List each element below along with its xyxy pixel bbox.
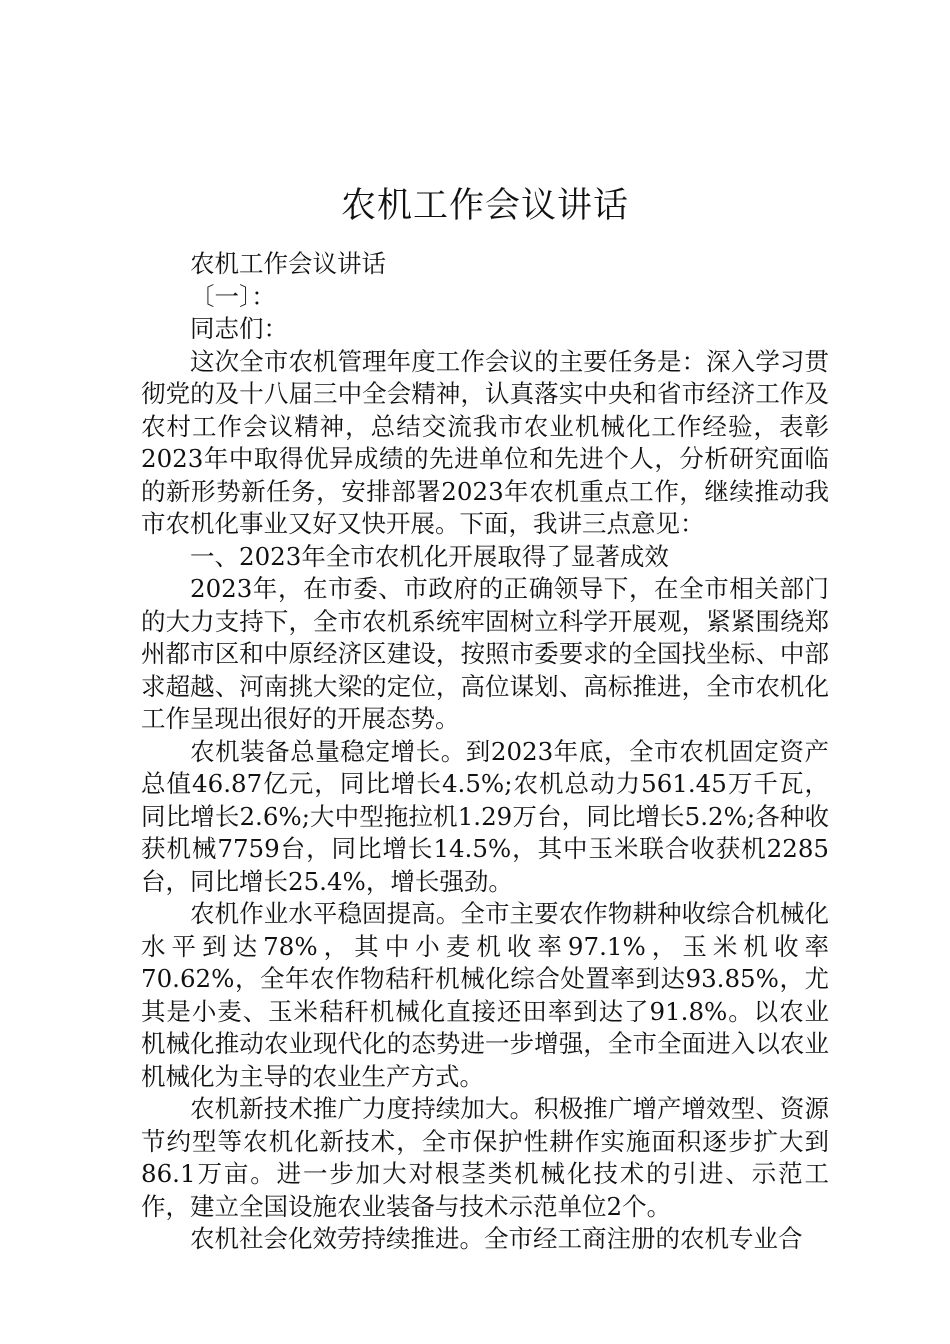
salutation: 同志们： — [190, 314, 288, 343]
paragraph-operation: 农机作业水平稳固提高。全市主要农作物耕种收综合机械化水平到达78%，其中小麦机收率97.1%，玉米机收率70.62%，全年农作物秸秆机械化综合处置率到达93.85%，尤其是小麦、玉米秸秆机械化直接还田率到达了91.8%。以农业机械化推动农业现代化的态势进一步增强，全市全面进入以农业机械化为主导的农业生产方式。 — [141, 899, 829, 1091]
paragraph-service: 农机社会化效劳持续推进。全市经工商注册的农机专业合 — [190, 1224, 803, 1253]
paragraph-intro: 这次全市农机管理年度工作会议的主要任务是：深入学习贯彻党的及十八届三中全会精神，认真落实中央和省市经济工作及农村工作会议精神，总结交流我市农业机械化工作经验，表彰2023年中取得优异成绩的先进单位和先进个人，分析研究面临的新形势新任务，安排部署2023年农机重点工作，继续推动我市农机化事业又好又快开展。下面，我讲三点意见： — [141, 346, 829, 538]
paragraph-equipment: 农机装备总量稳定增长。到2023年底，全市农机固定资产总值46.87亿元，同比增长4.5%;农机总动力561.45万千瓦，同比增长2.6%;大中型拖拉机1.29万台，同比增长5.2%;各种收获机械7759台，同比增长14.5%，其中玉米联合收获机2285台，同比增长25.4%，增长强劲。 — [141, 736, 829, 896]
document-page — [141, 170, 829, 1256]
paragraph-overview: 2023年，在市委、市政府的正确领导下，在全市相关部门的大力支持下，全市农机系统牢固树立科学开展观，紧紧围绕郑州都市区和中原经济区建设，按照市委要求的全国找坐标、中部求超越、河南挑大梁的定位，高位谋划、高标推进，全市农机化工作呈现出很好的开展态势。 — [141, 574, 829, 733]
document-subtitle: 农机工作会议讲话 — [190, 249, 386, 278]
document-title: 农机工作会议讲话 — [340, 186, 629, 226]
section-heading-1: 一、2023年全市农机化开展取得了显著成效 — [190, 541, 669, 571]
paragraph-technology: 农机新技术推广力度持续加大。积极推广增产增效型、资源节约型等农机化新技术，全市保护性耕作实施面积逐步扩大到86.1万亩。进一步加大对根茎类机械化技术的引进、示范工作，建立全国设施农业装备与技术示范单位2个。 — [141, 1094, 829, 1221]
section-marker: 〔一〕： — [190, 281, 276, 311]
